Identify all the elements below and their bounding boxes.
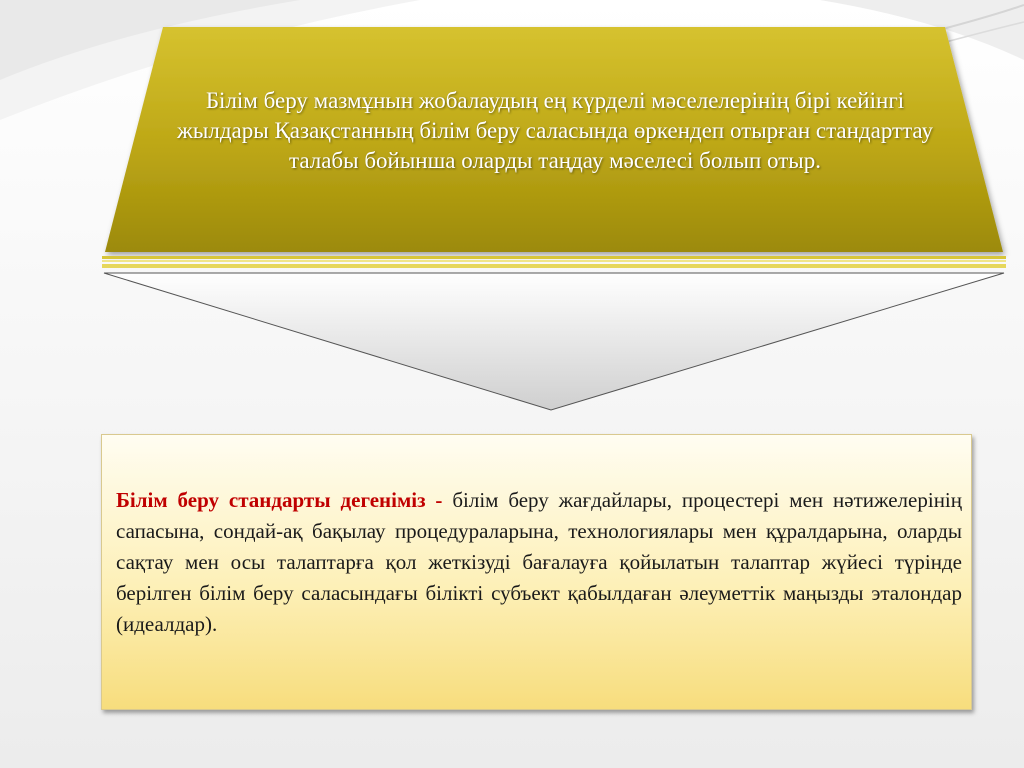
definition-term: Білім беру стандарты дегеніміз - — [116, 488, 443, 512]
top-box-text: Білім беру мазмұнын жобалаудың ең күрделі мәселелерінің бірі кейінгі жылдары Қазақстанның білім беру саласында өркендеп отырған стандарттау талабы бойынша оларды таңдау мәселесі болып отыр. — [177, 88, 933, 173]
definition-text — [116, 485, 962, 640]
definition-body: білім беру жағдайлары, процестері мен нәтижелерінің сапасына, сондай-ақ бақылау процедураларына, технологиялары мен құралдарына, оларды сақтау мен осы талаптарға қол жеткізуді бағалауға қойылатын талаптар жүйесі түрінде берілген білім беру саласындағы білікті субъект қабылдаған әлеуметтік маңызды эталондар (идеалдар). — [116, 488, 963, 636]
definition-box — [101, 434, 972, 710]
